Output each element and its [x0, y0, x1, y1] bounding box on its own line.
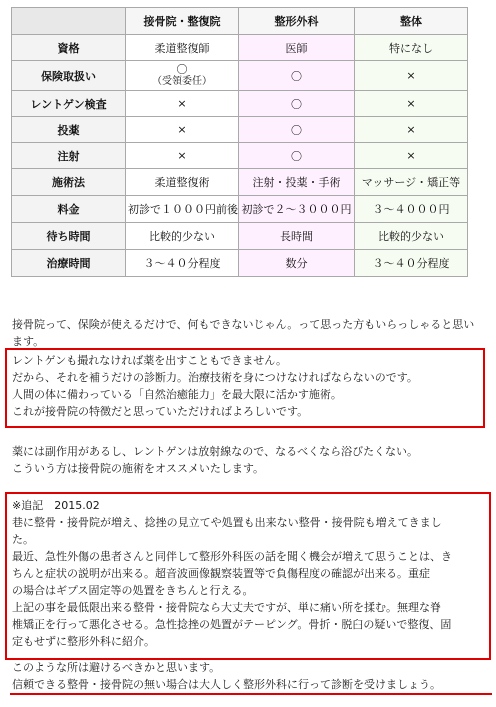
- row-label: 料金: [12, 196, 126, 223]
- intro-line: ます。: [12, 335, 45, 348]
- intro-paragraph: [12, 316, 488, 350]
- middle-line: こういう方は接骨院の施術をオススメいたします。: [12, 462, 265, 475]
- cell-orthopedics: 長時間: [239, 223, 355, 250]
- addendum-line: ちんと症状の説明が出来る。超音波画像観察装置等で負傷程度の確認が出来る。重症: [12, 567, 430, 580]
- addendum-line: 最近、急性外傷の患者さんと同伴して整形外科医の話を聞く機会が増えて思うことは、き: [12, 550, 452, 563]
- addendum-line: 上記の事を最低限出来る整骨・接骨院なら大丈夫ですが、単に痛い所を揉む。無理な脊: [12, 601, 441, 614]
- cell-seitai: ×: [355, 91, 468, 117]
- header-blank-cell: [12, 8, 126, 35]
- header-orthopedics: 整形外科: [239, 8, 355, 35]
- row-label: 注射: [12, 143, 126, 169]
- cell-judo-clinic: ３～４０分程度: [126, 250, 239, 277]
- cell-orthopedics: 〇: [239, 91, 355, 117]
- row-label: 施術法: [12, 169, 126, 196]
- comparison-table: [11, 7, 468, 277]
- row-label: 待ち時間: [12, 223, 126, 250]
- header-judo-clinic: 接骨院・整復院: [126, 8, 239, 35]
- header-seitai: 整体: [355, 8, 468, 35]
- cell-judo-clinic: ×: [126, 91, 239, 117]
- addendum-line: た。: [12, 533, 34, 546]
- closing-line: このような所は避けるべきかと思います。: [12, 661, 221, 674]
- addendum-line: 椎矯正を行って悪化させる。急性捻挫の処置がテーピング。骨折・脱臼の疑いで整復、固: [12, 618, 452, 631]
- box1-line: レントゲンも撮れなければ薬を出すこともできません。: [12, 354, 287, 367]
- cell-judo-clinic: ×: [126, 143, 239, 169]
- cell-orthopedics: 〇: [239, 143, 355, 169]
- cell-orthopedics: 注射・投薬・手術: [239, 169, 355, 196]
- addendum-line: の場合はギプス固定等の処置をきちんと行える。: [12, 584, 254, 597]
- box1-line: これが接骨院の特徴だと思っていただければよろしいです。: [12, 405, 309, 418]
- cell-orthopedics: 〇: [239, 61, 355, 91]
- cell-judo-clinic: 比較的少ない: [126, 223, 239, 250]
- table-row: [12, 143, 468, 169]
- table-row: [12, 61, 468, 91]
- box1-paragraph: [12, 352, 488, 420]
- closing-line: 信頼できる整骨・接骨院の無い場合は大人しく整形外科に行って診断を受けましょう。: [12, 678, 441, 691]
- circle-mark: 〇: [176, 62, 188, 76]
- middle-line: 薬には副作用があるし、レントゲンは放射線なので、なるべくなら浴びたくない。: [12, 445, 419, 458]
- table-header-row: [12, 8, 468, 35]
- row-label: 資格: [12, 35, 126, 61]
- addendum-paragraph: [12, 497, 488, 650]
- cell-judo-clinic: 柔道整復術: [126, 169, 239, 196]
- table-row: [12, 35, 468, 61]
- box1-line: 人間の体に備わっている「自然治癒能力」を最大限に活かす施術。: [12, 388, 342, 401]
- cell-seitai: ×: [355, 61, 468, 91]
- cell-orthopedics: 初診で２～３０００円: [239, 196, 355, 223]
- row-label: レントゲン検査: [12, 91, 126, 117]
- cell-orthopedics: 数分: [239, 250, 355, 277]
- cell-orthopedics: 医師: [239, 35, 355, 61]
- table-row: [12, 250, 468, 277]
- cell-seitai: マッサージ・矯正等: [355, 169, 468, 196]
- cell-seitai: ×: [355, 143, 468, 169]
- intro-line: 接骨院って、保険が使えるだけで、何もできないじゃん。って思った方もいらっしゃると思い: [12, 318, 475, 331]
- row-label: 保険取扱い: [12, 61, 126, 91]
- table-row: [12, 196, 468, 223]
- cell-note: （受領委任）: [152, 75, 212, 87]
- cell-judo-clinic: [126, 61, 239, 91]
- table-row: [12, 223, 468, 250]
- cell-judo-clinic: 柔道整復師: [126, 35, 239, 61]
- addendum-line: ※追記 2015.02: [12, 499, 100, 512]
- addendum-line: 巷に整骨・接骨院が増え、捻挫の見立てや処置も出来ない整骨・接骨院も増えてきまし: [12, 516, 442, 529]
- closing-underline: [10, 693, 492, 695]
- addendum-line: 定もせずに整形外科に紹介。: [12, 635, 155, 648]
- row-label: 治療時間: [12, 250, 126, 277]
- cell-judo-clinic: ×: [126, 117, 239, 143]
- cell-orthopedics: 〇: [239, 117, 355, 143]
- cell-judo-clinic: 初診で１０００円前後: [126, 196, 239, 223]
- table-row: [12, 91, 468, 117]
- cell-seitai: 比較的少ない: [355, 223, 468, 250]
- table-row: [12, 117, 468, 143]
- row-label: 投薬: [12, 117, 126, 143]
- box1-line: だから、それを補うだけの診断力。治療技術を身につけなければならないのです。: [12, 371, 418, 384]
- table-row: [12, 169, 468, 196]
- cell-seitai: ×: [355, 117, 468, 143]
- closing-paragraph: [12, 659, 488, 693]
- cell-seitai: ３～４０分程度: [355, 250, 468, 277]
- cell-seitai: 特になし: [355, 35, 468, 61]
- cell-seitai: ３～４０００円: [355, 196, 468, 223]
- middle-paragraph: [12, 443, 488, 477]
